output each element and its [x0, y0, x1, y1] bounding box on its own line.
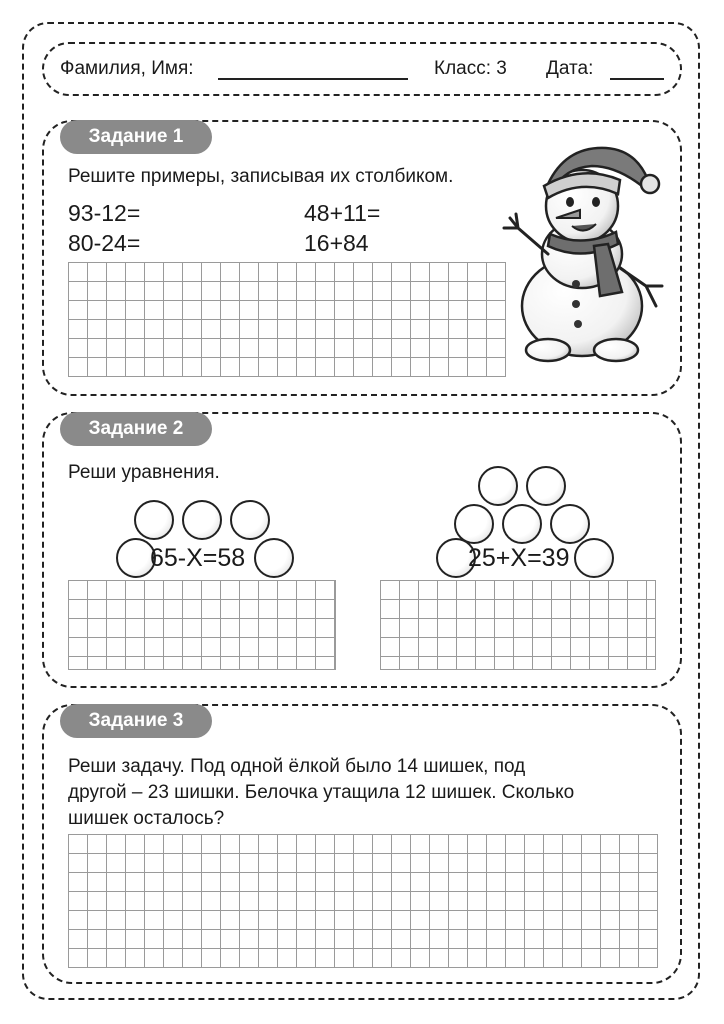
snowball — [254, 538, 294, 578]
task-1-badge: Задание 1 — [60, 120, 212, 154]
task-3-badge: Задание 3 — [60, 704, 212, 738]
student-info-header — [42, 42, 682, 96]
problem-line-3: шишек осталось? — [68, 808, 225, 829]
task-3-answer-grid[interactable] — [68, 834, 658, 968]
snowball — [550, 504, 590, 544]
snowball — [134, 500, 174, 540]
task-1-answer-grid[interactable] — [68, 262, 506, 377]
date-label: Дата: — [546, 58, 594, 79]
snowball — [502, 504, 542, 544]
class-label: Класс: 3 — [434, 58, 507, 79]
task-1-instruction: Решите примеры, записывая их столбиком. — [68, 166, 454, 187]
snowman-illustration — [496, 136, 674, 372]
equation-1-answer-grid[interactable] — [68, 580, 336, 670]
equation-2-answer-grid[interactable] — [380, 580, 656, 670]
example-3: 80-24= — [68, 230, 141, 256]
name-blank-line[interactable] — [218, 78, 408, 80]
task-2-instruction: Реши уравнения. — [68, 462, 220, 483]
task-3-section — [42, 704, 682, 984]
example-1: 93-12= — [68, 200, 141, 226]
problem-line-2: другой – 23 шишки. Белочка утащила 12 шишек. Сколько — [68, 782, 575, 803]
name-label: Фамилия, Имя: — [60, 58, 194, 79]
task-2-badge: Задание 2 — [60, 412, 212, 446]
snowball — [526, 466, 566, 506]
equation-1: 65-Х=58 — [150, 544, 246, 572]
snowball — [574, 538, 614, 578]
example-4: 16+84 — [304, 230, 369, 256]
snowball — [230, 500, 270, 540]
problem-line-1: Реши задачу. Под одной ёлкой было 14 шишек, под — [68, 756, 526, 777]
date-blank-line[interactable] — [610, 78, 664, 80]
equation-2: 25+Х=39 — [468, 544, 570, 572]
task-1-section — [42, 120, 682, 396]
snowball — [478, 466, 518, 506]
example-2: 48+11= — [304, 200, 381, 226]
task-2-section — [42, 412, 682, 688]
snowball — [182, 500, 222, 540]
